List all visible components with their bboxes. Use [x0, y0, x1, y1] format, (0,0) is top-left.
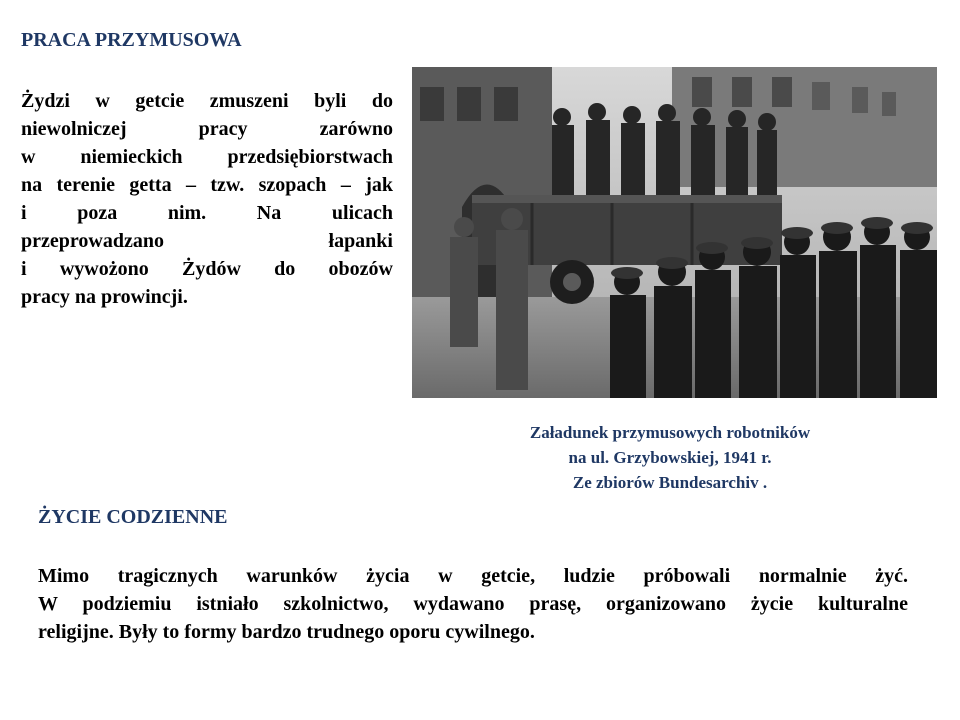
paragraph-line: niewolniczej pracy zarówno	[21, 118, 393, 140]
daily-life-paragraph	[38, 562, 908, 646]
caption-line: na ul. Grzybowskiej, 1941 r.	[568, 448, 772, 467]
paragraph-line: na terenie getta – tzw. szopach – jak	[21, 174, 393, 196]
paragraph-line: Żydzi w getcie zmuszeni byli do	[21, 90, 393, 112]
paragraph-line: Mimo tragicznych warunków życia w getcie, ludzie próbowali normalnie żyć.	[38, 565, 908, 587]
paragraph-line: i poza nim. Na ulicach	[21, 202, 393, 224]
paragraph-line: W podziemiu istniało szkolnictwo, wydawano prasę, organizowano życie kulturalne	[38, 593, 908, 615]
photo-caption	[420, 420, 920, 495]
paragraph-line: religijne. Były to formy bardzo trudnego oporu cywilnego.	[38, 621, 535, 643]
paragraph-line: pracy na prowincji.	[21, 286, 188, 308]
section-title-forced-labor: PRACA PRZYMUSOWA	[21, 29, 242, 51]
caption-line: Załadunek przymusowych robotników	[529, 423, 811, 442]
paragraph-line: w niemieckich przedsiębiorstwach	[21, 146, 393, 168]
historical-photo	[412, 67, 937, 398]
section-title-daily-life: ŻYCIE CODZIENNE	[38, 506, 228, 528]
forced-labor-paragraph	[21, 87, 393, 311]
paragraph-line: przeprowadzano łapanki	[21, 230, 393, 252]
photo-illustration	[412, 67, 937, 398]
caption-line: Ze zbiorów Bundesarchiv .	[572, 473, 768, 492]
paragraph-line: i wywożono Żydów do obozów	[21, 258, 393, 280]
